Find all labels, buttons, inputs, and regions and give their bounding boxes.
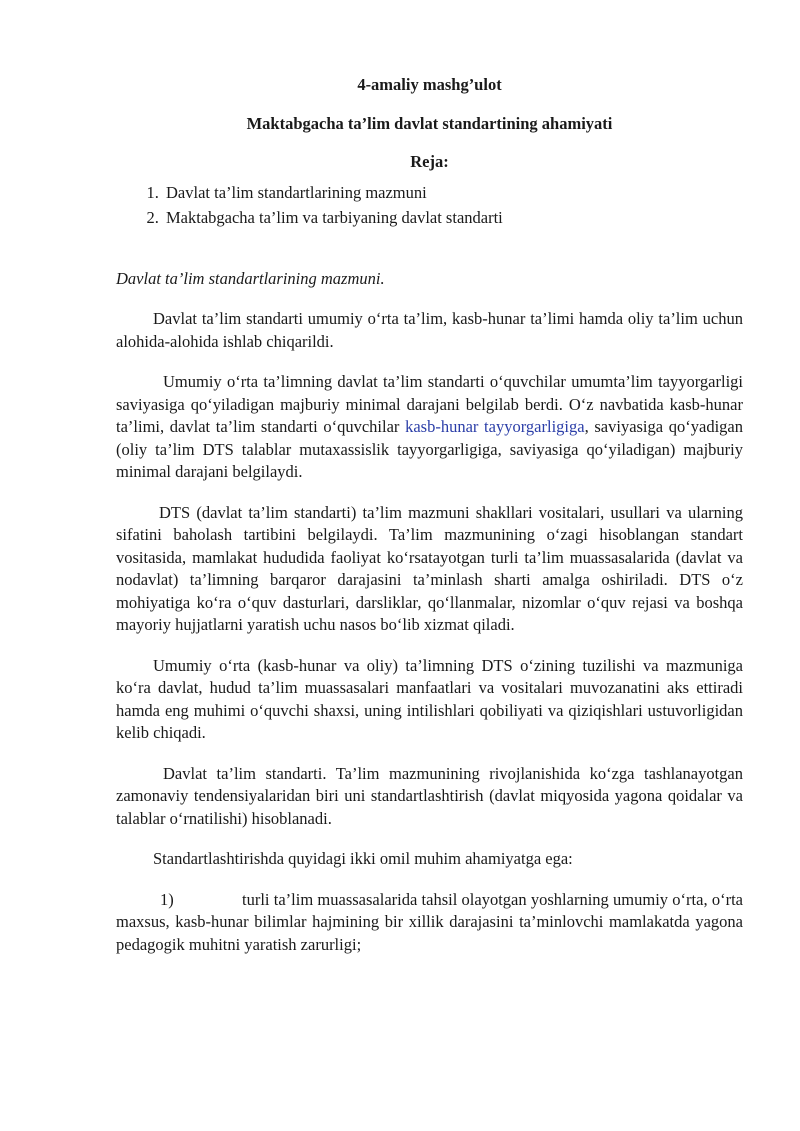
section-heading: Davlat ta’lim standartlarining mazmuni. xyxy=(116,268,385,288)
hyperlink-kasb-hunar[interactable]: kasb-hunar tayyorgarligiga xyxy=(405,417,585,436)
paragraph-1: Davlat ta’lim standarti umumiy o‘rta ta’lim, kasb-hunar ta’limi hamda oliy ta’lim uchun alohida-alohida ishlab chiqarildi. xyxy=(116,309,743,351)
numbered-item-1-text: turli ta’lim muassasalarida tahsil olayotgan yoshlarning umumiy o‘rta, o‘rta maxsus, kasb-hunar bilimlar hajmining bir xillik darajasini ta’minlovchi mamlakatda yagona pedagogik muhitni yaratish zarurligi; xyxy=(116,889,743,954)
paragraph-2-text-b: , saviyasiga qo‘yadigan (oliy ta’lim DTS talablar mutaxassislik tayyorgarligiga, saviyasiga qo‘yiladigan) majburiy minimal darajani belgilaydi. xyxy=(116,417,743,481)
paragraph-5: Davlat ta’lim standarti. Ta’lim mazmunining rivojlanishida ko‘zga tashlanayotgan zamonaviy tendensiyalaridan biri uni standartlashtirish (davlat miqyosida yagona qoidalar va talablar o‘rnatilishi) hisoblanadi. xyxy=(116,763,743,828)
plan-item-2: 2. Maktabgacha ta’lim va tarbiyaning davlat standarti xyxy=(163,205,743,230)
paragraph-6: Standartlashtirishda quyidagi ikki omil muhim ahamiyatga ega: xyxy=(153,849,573,868)
topic-title: Maktabgacha ta’lim davlat standartining ahamiyati xyxy=(246,113,613,133)
numbered-item-1-number: 1) xyxy=(160,889,174,909)
paragraph-3: DTS (davlat ta’lim standarti) ta’lim mazmuni shakllari vositalari, usullari va ularning sifatini baholash tartibini belgilaydi. Ta’lim mazmunining o‘zagi hisoblangan standart vositasida, mamlakat hududida faoliyat ko‘rsatayotgan turli ta’lim muassasalarida (davlat va nodavlat) ta’limning barqaror darajasini ta’minlash sharti amalga oshiriladi. DTS o‘z mohiyatiga ko‘ra o‘quv dasturlari, darsliklar, qo‘llanmalar, nizomlar o‘quv rejasi va boshqa mayoriy hujjatlarni yaratish uchu nasos bo‘lib xizmat qiladi. xyxy=(116,502,743,634)
document-page xyxy=(116,74,743,956)
plan-label: Reja: xyxy=(410,152,449,171)
plan-item-1: 1. Davlat ta’lim standartlarining mazmuni xyxy=(163,180,743,205)
paragraph-2 xyxy=(116,371,743,484)
paragraph-4: Umumiy o‘rta (kasb-hunar va oliy) ta’limning DTS o‘zining tuzilishi va mazmuniga ko‘ra davlat, hudud ta’lim muassasalari manfaatlari va vositalari muvozanatini aks ettiradi hamda eng muhimi o‘quvchi shaxsi, uning intilishlari qobiliyati va qiziqishlari ustuvorligidan kelib chiqadi. xyxy=(116,655,743,742)
plan-list xyxy=(116,180,743,230)
paragraph-2-text-a: Umumiy o‘rta ta’limning davlat ta’lim standarti o‘quvchilar umumta’lim tayyorgarligi saviyasiga qo‘yiladigan majburiy minimal darajani belgilab berdi. O‘z navbatida kasb-hunar ta’limi, davlat ta’lim standarti o‘quvchilar xyxy=(116,372,743,436)
numbered-item-1 xyxy=(116,889,743,957)
lesson-title: 4-amaliy mashg’ulot xyxy=(357,75,502,94)
